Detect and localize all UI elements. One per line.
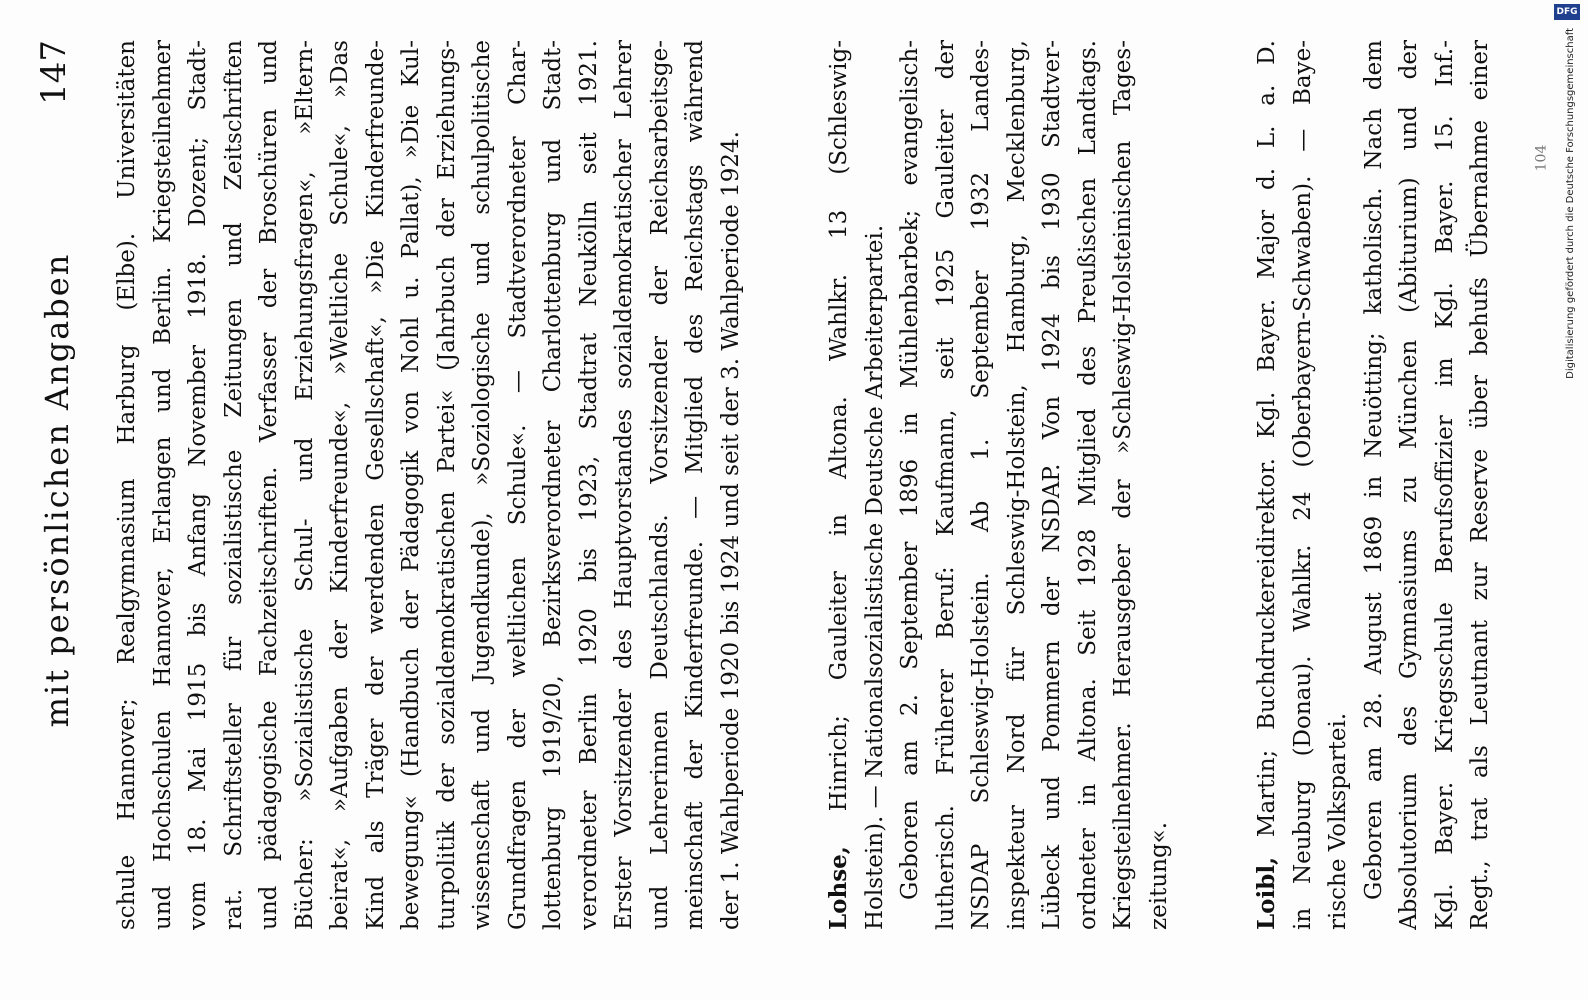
- text-line: wissenschaft und Jugendkunde), »Soziologische und schulpolitische: [469, 40, 495, 930]
- text-line: Grundfragen der weltlichen Schule«. — Stadtverordneter Char-: [504, 40, 531, 930]
- text-line: inspekteur Nord für Schleswig-Holstein, Hamburg, Mecklenburg,: [1003, 40, 1030, 930]
- text-line: und Hochschulen Hannover, Erlangen und Berlin. Kriegsteilnehmer: [149, 40, 176, 930]
- continuation-entry: [110, 40, 749, 930]
- text-line: Holstein). — Nationalsozialistische Deutsche Arbeiterpartei.: [861, 224, 888, 930]
- digitization-notice: Digitalisierung gefördert durch die Deutsche Forschungsgemeinschaft: [1565, 28, 1576, 379]
- text-line: in Neuburg (Donau). Wahlkr. 24 (Oberbayern-Schwaben). — Baye-: [1289, 40, 1316, 930]
- text-line: bewegung« (Handbuch der Pädagogik von Nohl u. Pallat), »Die Kul-: [398, 40, 424, 930]
- biography-entry-lohse: [821, 40, 1177, 930]
- text-line: zeitung«.: [1145, 821, 1172, 930]
- text-line: Geboren am 2. September 1896 in Mühlenbarbek; evangelisch-: [897, 40, 923, 900]
- text-line: und Lehrerinnen Deutschlands. Vorsitzender der Reichsarbeitsge-: [646, 40, 673, 930]
- entry-heading-text: Martin; Buchdruckereidirektor. Kgl. Bayer. Major d. L. a. D.: [1254, 40, 1280, 857]
- text-line: und pädagogische Fachzeitschriften. Verfasser der Broschüren und: [256, 40, 282, 930]
- text-line: Bücher: »Sozialistische Schul- und Erziehungsfragen«, »Eltern-: [291, 40, 318, 930]
- entry-surname: Lohse,: [825, 846, 852, 930]
- text-line: Geboren am 28. August 1869 in Neuötting; katholisch. Nach dem: [1360, 40, 1387, 900]
- running-head: [20, 40, 90, 940]
- text-line: der 1. Wahlperiode 1920 bis 1924 und seit der 3. Wahlperiode 1924.: [717, 131, 744, 930]
- text-line: beirat«, »Aufgaben der Kinderfreunde«, »Weltliche Schule«, »Das: [327, 40, 353, 930]
- text-line: Regt., trat als Leutnant zur Reserve über behufs Übernahme einer: [1467, 40, 1493, 930]
- text-line: [821, 40, 858, 930]
- entry-heading-text: Hinrich; Gauleiter in Altona. Wahlkr. 13 (Schleswig-: [826, 40, 852, 847]
- text-column: [110, 40, 1499, 930]
- text-line: ordneter in Altona. Seit 1928 Mitglied des Preußischen Landtags.: [1074, 40, 1101, 930]
- text-line: schule Hannover; Realgymnasium Harburg (Elbe). Universitäten: [114, 40, 140, 930]
- text-line: [1249, 40, 1286, 930]
- running-title: mit persönlichen Angaben: [38, 252, 76, 728]
- text-line: rische Volkspartei.: [1325, 712, 1351, 930]
- biography-entry-loibl: [1249, 40, 1499, 930]
- text-line: rat. Schriftsteller für sozialistische Zeitungen und Zeitschriften: [220, 40, 247, 930]
- text-line: verordneter Berlin 1920 bis 1923, Stadtrat Neukölln seit 1921.: [575, 40, 602, 930]
- entry-surname: Loibl,: [1253, 856, 1280, 930]
- text-line: Erster Vorsitzender des Hauptvorstandes sozialdemokratischer Lehrer: [611, 40, 637, 930]
- text-line: turpolitik der sozialdemokratischen Partei« (Jahrbuch der Erziehungs-: [433, 40, 460, 930]
- page-number: 147: [34, 40, 74, 105]
- digitization-margin: [1546, 0, 1586, 1000]
- text-line: vom 18. Mai 1915 bis Anfang November 1918. Dozent; Stadt-: [185, 40, 211, 930]
- text-line: Kind als Träger der werdenden Gesellschaft«, »Die Kinderfreunde-: [362, 40, 389, 930]
- dfg-logo-icon: DFG: [1554, 4, 1580, 20]
- text-line: Kriegsteilnehmer. Herausgeber der »Schleswig-Holsteinischen Tages-: [1110, 40, 1136, 930]
- text-line: Lübeck und Pommern der NSDAP. Von 1924 bis 1930 Stadtver-: [1039, 40, 1065, 930]
- text-line: lottenburg 1919/20, Bezirksverordneter Charlottenburg und Stadt-: [540, 40, 566, 930]
- scan-number: 104: [1533, 144, 1550, 172]
- text-line: Absolutorium des Gymnasiums zu München (Abiturium) und der: [1396, 40, 1422, 930]
- text-line: lutherisch. Früherer Beruf: Kaufmann, seit 1925 Gauleiter der: [932, 40, 959, 930]
- text-line: NSDAP Schleswig-Holstein. Ab 1. September 1932 Landes-: [968, 40, 994, 930]
- text-line: meinschaft der Kinderfreunde. — Mitglied des Reichstags während: [682, 40, 708, 930]
- text-line: Kgl. Bayer. Kriegsschule Berufsoffizier im Kgl. Bayer. 15. Inf.-: [1431, 40, 1458, 930]
